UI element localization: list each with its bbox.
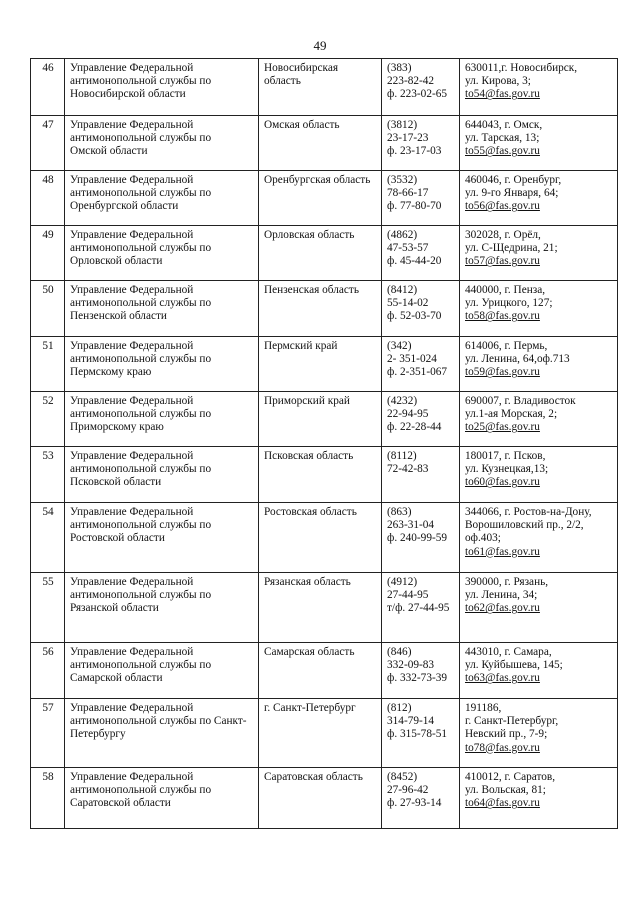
phone-line: (383) <box>387 62 412 74</box>
phone-line: ф. 52-03-70 <box>387 310 442 323</box>
address-line: 344066, г. Ростов-на-Дону, <box>465 506 592 518</box>
region-cell <box>259 768 382 829</box>
phone-line: 55-14-02 <box>387 297 429 310</box>
office-name-line: Петербургу <box>70 728 126 741</box>
office-name-line: Управление Федеральной <box>70 771 194 783</box>
address-line: ул. Урицкого, 127; <box>465 297 553 310</box>
phone-line: ф. 332-73-39 <box>387 672 448 685</box>
office-name-line: Управление Федеральной <box>70 395 194 407</box>
region-cell <box>259 699 382 768</box>
table-row <box>31 768 618 829</box>
region-cell <box>259 643 382 699</box>
phone-cell <box>382 59 460 116</box>
phone-cell <box>382 573 460 643</box>
row-number-cell <box>31 59 65 116</box>
email-link[interactable]: to25@fas.gov.ru <box>465 421 540 434</box>
address-line: оф.403; <box>465 532 501 545</box>
address-cell <box>460 503 618 573</box>
email-link[interactable]: to63@fas.gov.ru <box>465 672 540 685</box>
row-number: 47 <box>42 119 54 131</box>
region-line: г. Санкт-Петербург <box>264 702 356 714</box>
address-line: 614006, г. Пермь, <box>465 340 548 352</box>
row-number-cell <box>31 573 65 643</box>
office-name-line: Омской области <box>70 145 148 158</box>
office-name-cell <box>65 281 259 337</box>
row-number: 57 <box>42 702 54 714</box>
office-name-line: Управление Федеральной <box>70 646 194 658</box>
office-name-line: Управление Федеральной <box>70 229 194 241</box>
address-line: 302028, г. Орёл, <box>465 229 541 241</box>
row-number-cell <box>31 171 65 226</box>
office-name-line: Саратовской области <box>70 797 171 810</box>
region-line: Новосибирская <box>264 62 339 74</box>
office-name-cell <box>65 226 259 281</box>
address-line: Невский пр., 7-9; <box>465 728 548 741</box>
address-line: ул. Кузнецкая,13; <box>465 463 549 476</box>
office-name-line: Управление Федеральной <box>70 340 194 352</box>
address-line: ул.1-ая Морская, 2; <box>465 408 558 421</box>
table-row <box>31 171 618 226</box>
office-name-line: Оренбургской области <box>70 200 179 213</box>
email-link[interactable]: to78@fas.gov.ru <box>465 741 540 754</box>
phone-line: ф. 223-02-65 <box>387 88 448 101</box>
row-number: 50 <box>42 284 54 296</box>
phone-cell <box>382 392 460 447</box>
address-cell <box>460 116 618 171</box>
email-link[interactable]: to60@fas.gov.ru <box>465 476 540 489</box>
table-row <box>31 573 618 643</box>
address-line: ул. Ленина, 34; <box>465 589 538 602</box>
office-name-cell <box>65 447 259 503</box>
row-number-cell <box>31 503 65 573</box>
row-number-cell <box>31 768 65 829</box>
office-name-line: Новосибирской области <box>70 88 186 101</box>
row-number-cell <box>31 447 65 503</box>
region-line: Орловская область <box>264 229 355 241</box>
address-line: 440000, г. Пенза, <box>465 284 546 296</box>
address-cell <box>460 392 618 447</box>
email-link[interactable]: to59@fas.gov.ru <box>465 366 540 379</box>
office-name-line: антимонопольной службы по <box>70 187 212 200</box>
region-cell <box>259 226 382 281</box>
address-line: ул. Вольская, 81; <box>465 784 546 797</box>
row-number: 58 <box>42 771 54 783</box>
row-number: 49 <box>42 229 54 241</box>
row-number-cell <box>31 116 65 171</box>
email-link[interactable]: to54@fas.gov.ru <box>465 88 540 101</box>
region-cell <box>259 392 382 447</box>
phone-line: ф. 315-78-51 <box>387 728 448 741</box>
office-name-line: Управление Федеральной <box>70 119 194 131</box>
region-line: Пермский край <box>264 340 338 352</box>
phone-line: ф. 27-93-14 <box>387 797 442 810</box>
office-name-line: Ростовской области <box>70 532 165 545</box>
region-cell <box>259 281 382 337</box>
office-name-line: антимонопольной службы по <box>70 589 212 602</box>
row-number: 55 <box>42 576 54 588</box>
phone-line: ф. 23-17-03 <box>387 145 442 158</box>
office-name-line: Пензенской области <box>70 310 167 323</box>
region-line: Пензенская область <box>264 284 359 296</box>
row-number-cell <box>31 643 65 699</box>
phone-line: 27-96-42 <box>387 784 429 797</box>
address-cell <box>460 643 618 699</box>
office-name-line: антимонопольной службы по <box>70 297 212 310</box>
office-name-cell <box>65 699 259 768</box>
address-line: Ворошиловский пр., 2/2, <box>465 519 584 532</box>
office-name-line: Псковской области <box>70 476 162 489</box>
office-name-cell <box>65 768 259 829</box>
row-number: 46 <box>42 62 54 74</box>
office-name-line: антимонопольной службы по <box>70 353 212 366</box>
office-name-cell <box>65 643 259 699</box>
table-row <box>31 392 618 447</box>
address-line: 390000, г. Рязань, <box>465 576 549 588</box>
office-name-line: антимонопольной службы по <box>70 519 212 532</box>
address-cell <box>460 573 618 643</box>
region-cell <box>259 116 382 171</box>
region-cell <box>259 337 382 392</box>
region-line: Самарская область <box>264 646 355 658</box>
table-body <box>31 59 618 829</box>
office-name-line: антимонопольной службы по <box>70 132 212 145</box>
office-name-line: антимонопольной службы по <box>70 463 212 476</box>
phone-line: (8452) <box>387 771 418 783</box>
phone-line: (342) <box>387 340 412 352</box>
email-link[interactable]: to62@fas.gov.ru <box>465 602 540 615</box>
row-number: 53 <box>42 450 54 462</box>
phone-cell <box>382 226 460 281</box>
address-cell <box>460 768 618 829</box>
phone-cell <box>382 643 460 699</box>
office-name-line: Пермскому краю <box>70 366 152 379</box>
phone-cell <box>382 337 460 392</box>
office-name-cell <box>65 392 259 447</box>
row-number-cell <box>31 226 65 281</box>
table-row <box>31 226 618 281</box>
phone-line: (4862) <box>387 229 418 241</box>
address-line: 644043, г. Омск, <box>465 119 543 131</box>
phone-line: (812) <box>387 702 412 714</box>
office-directory-table <box>30 58 618 829</box>
office-name-line: Управление Федеральной <box>70 174 194 186</box>
office-name-line: Управление Федеральной <box>70 450 194 462</box>
table-row <box>31 643 618 699</box>
region-cell <box>259 573 382 643</box>
table-row <box>31 116 618 171</box>
region-cell <box>259 59 382 116</box>
region-line: Приморский край <box>264 395 350 407</box>
table-row <box>31 281 618 337</box>
region-line: Рязанская область <box>264 576 351 588</box>
phone-line: 22-94-95 <box>387 408 429 421</box>
office-name-cell <box>65 503 259 573</box>
address-line: ул. 9-го Января, 64; <box>465 187 559 200</box>
address-line: ул. Куйбышева, 145; <box>465 659 563 672</box>
region-cell <box>259 171 382 226</box>
phone-line: 263-31-04 <box>387 519 435 532</box>
address-line: 630011,г. Новосибирск, <box>465 62 578 74</box>
address-cell <box>460 59 618 116</box>
phone-line: ф. 77-80-70 <box>387 200 442 213</box>
email-link[interactable]: to64@fas.gov.ru <box>465 797 540 810</box>
region-line: Ростовская область <box>264 506 357 518</box>
row-number-cell <box>31 337 65 392</box>
office-name-line: антимонопольной службы по <box>70 659 212 672</box>
address-cell <box>460 699 618 768</box>
region-line: Оренбургская область <box>264 174 371 186</box>
office-name-line: антимонопольной службы по <box>70 242 212 255</box>
address-line: ул. Ленина, 64,оф.713 <box>465 353 570 366</box>
address-line: 690007, г. Владивосток <box>465 395 576 407</box>
phone-cell <box>382 116 460 171</box>
email-link[interactable]: to57@fas.gov.ru <box>465 255 540 268</box>
region-line: Омская область <box>264 119 340 131</box>
phone-line: 78-66-17 <box>387 187 429 200</box>
phone-cell <box>382 503 460 573</box>
office-name-cell <box>65 337 259 392</box>
phone-cell <box>382 447 460 503</box>
phone-cell <box>382 281 460 337</box>
region-line: область <box>264 75 301 88</box>
phone-line: 332-09-83 <box>387 659 435 672</box>
address-line: ул. Тарская, 13; <box>465 132 540 145</box>
phone-line: т/ф. 27-44-95 <box>387 602 450 615</box>
table-row <box>31 503 618 573</box>
phone-line: ф. 22-28-44 <box>387 421 442 434</box>
address-line: 410012, г. Саратов, <box>465 771 556 783</box>
office-name-line: Управление Федеральной <box>70 284 194 296</box>
row-number: 52 <box>42 395 54 407</box>
phone-line: 2- 351-024 <box>387 353 437 366</box>
address-cell <box>460 171 618 226</box>
table-row <box>31 337 618 392</box>
phone-line: ф. 2-351-067 <box>387 366 448 379</box>
address-line: 443010, г. Самара, <box>465 646 552 658</box>
table-row <box>31 699 618 768</box>
page-number: 49 <box>313 38 327 53</box>
office-name-cell <box>65 573 259 643</box>
row-number-cell <box>31 392 65 447</box>
phone-cell <box>382 768 460 829</box>
phone-line: (8412) <box>387 284 418 296</box>
region-cell <box>259 447 382 503</box>
office-name-line: Орловской области <box>70 255 163 268</box>
address-line: ул. С-Щедрина, 21; <box>465 242 558 255</box>
row-number-cell <box>31 699 65 768</box>
address-line: ул. Кирова, 3; <box>465 75 531 88</box>
phone-line: (4912) <box>387 576 418 588</box>
email-link[interactable]: to61@fas.gov.ru <box>465 545 540 558</box>
office-name-line: Рязанской области <box>70 602 159 615</box>
office-name-line: антимонопольной службы по Санкт- <box>70 715 247 728</box>
office-name-line: антимонопольной службы по <box>70 784 212 797</box>
address-line: 180017, г. Псков, <box>465 450 546 462</box>
row-number: 56 <box>42 646 54 658</box>
address-cell <box>460 226 618 281</box>
phone-line: (4232) <box>387 395 418 407</box>
office-name-line: антимонопольной службы по <box>70 408 212 421</box>
office-name-line: Самарской области <box>70 672 163 685</box>
address-line: г. Санкт-Петербург, <box>465 715 559 728</box>
office-name-line: антимонопольной службы по <box>70 75 212 88</box>
phone-line: 23-17-23 <box>387 132 429 145</box>
phone-line: (846) <box>387 646 412 658</box>
phone-line: 27-44-95 <box>387 589 429 602</box>
office-name-line: Приморскому краю <box>70 421 164 434</box>
phone-cell <box>382 171 460 226</box>
phone-line: (863) <box>387 506 412 518</box>
row-number-cell <box>31 281 65 337</box>
office-name-line: Управление Федеральной <box>70 506 194 518</box>
row-number: 54 <box>42 506 54 518</box>
address-cell <box>460 281 618 337</box>
address-cell <box>460 337 618 392</box>
region-line: Псковская область <box>264 450 354 462</box>
phone-line: 314-79-14 <box>387 715 435 728</box>
office-name-cell <box>65 59 259 116</box>
table-row <box>31 447 618 503</box>
phone-line: (8112) <box>387 450 417 462</box>
phone-line: ф. 240-99-59 <box>387 532 448 545</box>
address-line: 191186, <box>465 702 502 714</box>
phone-line: 223-82-42 <box>387 75 435 88</box>
region-line: Саратовская область <box>264 771 363 783</box>
address-line: 460046, г. Оренбург, <box>465 174 562 186</box>
phone-line: ф. 45-44-20 <box>387 255 442 268</box>
row-number: 51 <box>42 340 54 352</box>
email-link[interactable]: to56@fas.gov.ru <box>465 200 540 213</box>
phone-line: (3812) <box>387 119 418 131</box>
office-name-line: Управление Федеральной <box>70 702 194 714</box>
phone-line: 47-53-57 <box>387 242 429 255</box>
office-name-line: Управление Федеральной <box>70 62 194 74</box>
region-cell <box>259 503 382 573</box>
table-row <box>31 59 618 116</box>
office-name-cell <box>65 116 259 171</box>
phone-line: (3532) <box>387 174 418 186</box>
office-name-cell <box>65 171 259 226</box>
email-link[interactable]: to55@fas.gov.ru <box>465 145 540 158</box>
row-number: 48 <box>42 174 54 186</box>
phone-cell <box>382 699 460 768</box>
email-link[interactable]: to58@fas.gov.ru <box>465 310 540 323</box>
office-name-line: Управление Федеральной <box>70 576 194 588</box>
phone-line: 72-42-83 <box>387 463 429 476</box>
address-cell <box>460 447 618 503</box>
